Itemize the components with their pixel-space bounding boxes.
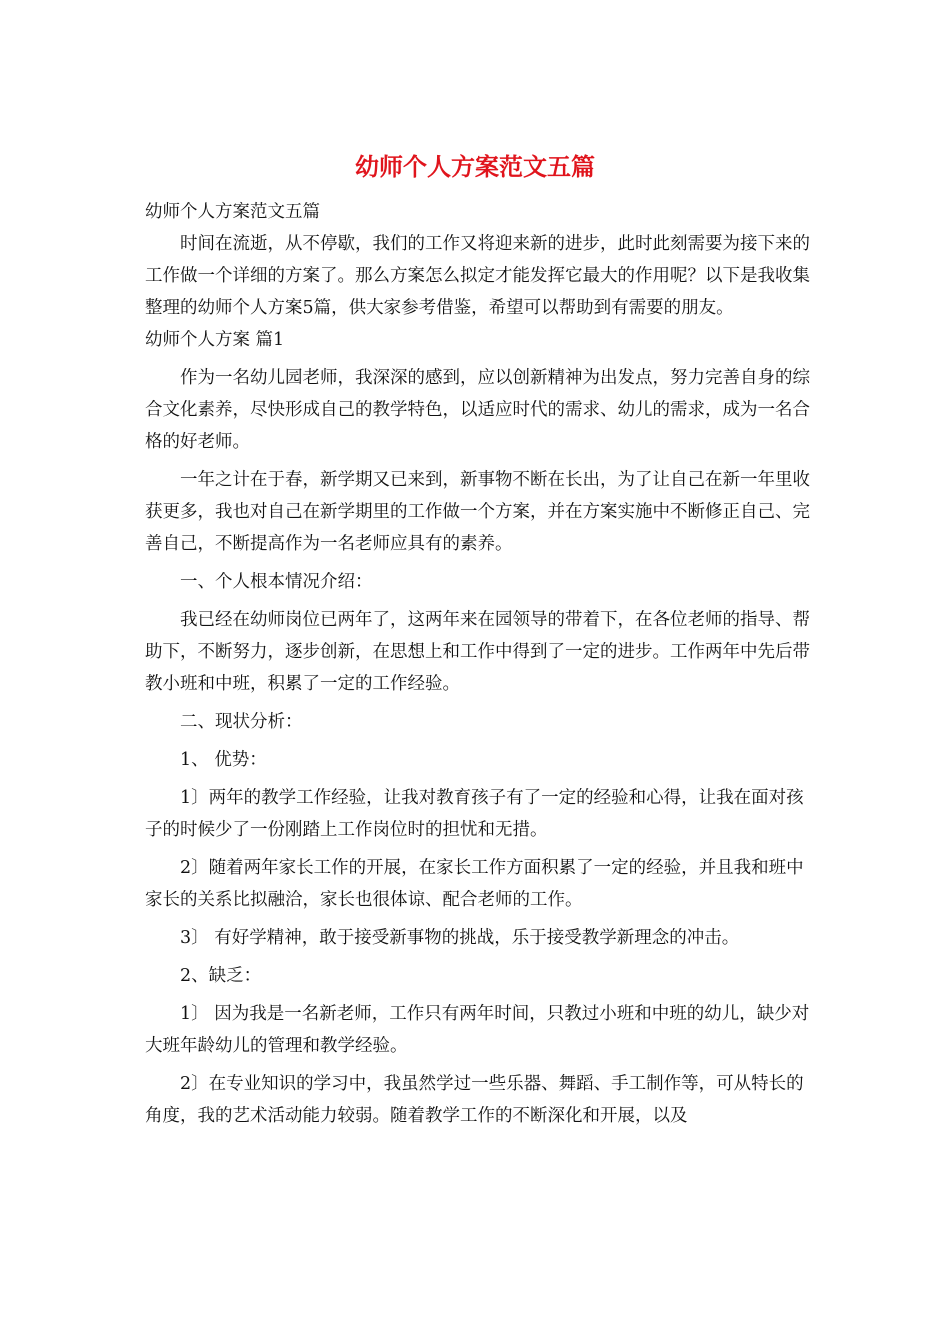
heading-basic-info: 一、个人根本情况介绍： [180,572,373,592]
document-body [145,196,810,1132]
advantage-item-1: 1〕两年的教学工作经验，让我对教育孩子有了一定的经验和心得，让我在面对孩子的时候少了一份刚踏上工作岗位时的担忧和无措。 [145,788,804,840]
paragraph-1: 作为一名幼儿园老师，我深深的感到，应以创新精神为出发点，努力完善自身的综合文化素养，尽快形成自己的教学特色，以适应时代的需求、幼儿的需求，成为一名合格的好老师。 [145,368,810,452]
paragraph-2: 一年之计在于春，新学期又已来到，新事物不断在长出，为了让自己在新一年里收获更多，我也对自己在新学期里的工作做一个方案，并在方案实施中不断修正自己、完善自己，不断提高作为一名老师应具有的素养。 [145,470,810,554]
shortcoming-item-1: 1〕 因为我是一名新老师，工作只有两年时间，只教过小班和中班的幼儿，缺少对大班年龄幼儿的管理和教学经验。 [145,1004,810,1056]
heading-shortcomings: 2、缺乏： [180,966,262,986]
subtitle: 幼师个人方案范文五篇 [145,202,320,222]
section-heading: 幼师个人方案 篇1 [145,330,285,350]
advantage-item-3: 3〕 有好学精神，敢于接受新事物的挑战，乐于接受教学新理念的冲击。 [180,928,740,948]
shortcoming-item-2: 2〕在专业知识的学习中，我虽然学过一些乐器、舞蹈、手工制作等，可从特长的角度，我的艺术活动能力较弱。随着教学工作的不断深化和开展，以及 [145,1074,804,1126]
heading-advantages: 1、 优势： [180,750,267,770]
advantage-item-2: 2〕随着两年家长工作的开展，在家长工作方面积累了一定的经验，并且我和班中家长的关系比拟融洽，家长也很体谅、配合老师的工作。 [145,858,804,910]
paragraph-3: 我已经在幼师岗位已两年了，这两年来在园领导的带着下，在各位老师的指导、帮助下，不断努力，逐步创新，在思想上和工作中得到了一定的进步。工作两年中先后带教小班和中班，积累了一定的工作经验。 [145,610,810,694]
heading-analysis: 二、现状分析： [180,712,303,732]
intro-paragraph: 时间在流逝，从不停歇，我们的工作又将迎来新的进步，此时此刻需要为接下来的工作做一个详细的方案了。那么方案怎么拟定才能发挥它最大的作用呢？以下是我收集整理的幼师个人方案5篇，供大家参考借鉴，希望可以帮助到有需要的朋友。 [145,234,810,318]
document-title: 幼师个人方案范文五篇 [355,152,595,181]
